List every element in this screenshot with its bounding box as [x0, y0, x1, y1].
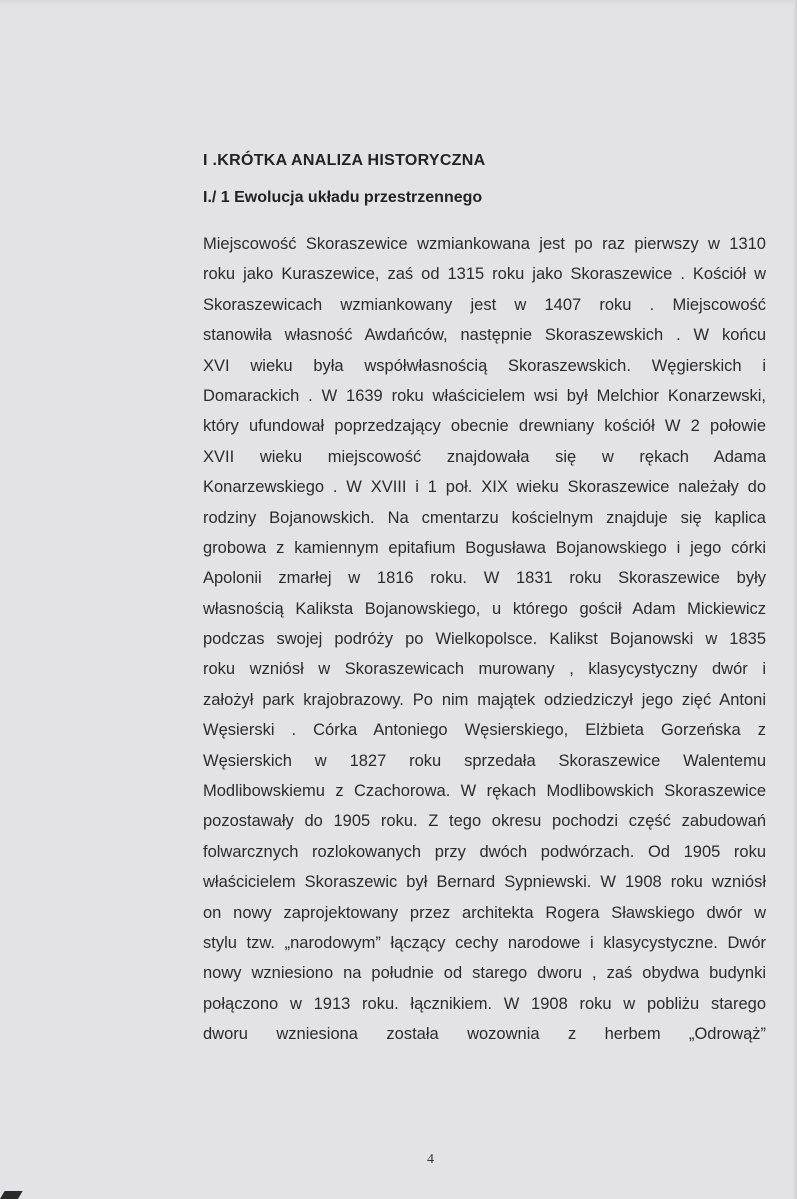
text-line: roku wzniósł w Skoraszewicach murowany , klasycystyczny dwór i: [203, 660, 766, 679]
body-paragraph: [203, 229, 766, 1050]
text-line: połączono w 1913 roku. łącznikiem. W 1908 roku w pobliżu starego: [203, 994, 766, 1013]
text-line: grobowa z kamiennym epitafium Bogusława Bojanowskiego i jego córki: [203, 538, 766, 557]
text-line: Konarzewskiego . W XVIII i 1 poł. XIX wieku Skoraszewice należały do: [203, 478, 766, 497]
text-line: XVI wieku była współwłasnością Skoraszewskich. Węgierskich i: [203, 356, 766, 375]
text-line: roku jako Kuraszewice, zaś od 1315 roku jako Skoraszewice . Kościół w: [203, 265, 766, 284]
text-line: Modlibowskiemu z Czachorowa. W rękach Modlibowskich Skoraszewice: [203, 782, 766, 801]
text-line: Węsierskich w 1827 roku sprzedała Skoraszewice Walentemu: [203, 751, 766, 770]
text-line: Domarackich . W 1639 roku właścicielem wsi był Melchior Konarzewski,: [203, 386, 766, 405]
text-line: dworu wzniesiona została wozownia z herbem „Odrowąż”: [203, 1025, 766, 1044]
text-line: Apolonii zmarłej w 1816 roku. W 1831 roku Skoraszewice były: [203, 569, 766, 588]
text-line: pozostawały do 1905 roku. Z tego okresu pochodzi część zabudowań: [203, 812, 766, 831]
page-right-edge: [793, 0, 797, 1199]
text-line: który ufundował poprzedzający obecnie drewniany kościół W 2 połowie: [203, 417, 766, 436]
text-line: założył park krajobrazowy. Po nim majątek odziedziczył jego zięć Antoni: [203, 690, 766, 709]
text-line: Skoraszewicach wzmiankowany jest w 1407 roku . Miejscowość: [203, 295, 766, 314]
text-line: podczas swojej podróży po Wielkopolsce. Kalikst Bojanowski w 1835: [203, 630, 766, 649]
text-line: Węsierski . Córka Antoniego Węsierskiego, Elżbieta Gorzeńska z: [203, 721, 766, 740]
text-line: folwarcznych rozlokowanych przy dwóch podwórzach. Od 1905 roku: [203, 842, 766, 861]
section-title: I .KRÓTKA ANALIZA HISTORYCZNA: [203, 152, 486, 169]
page-top-edge: [0, 0, 797, 6]
text-line: XVII wieku miejscowość znajdowała się w rękach Adama: [203, 447, 766, 466]
page-corner-mark: [0, 1191, 23, 1199]
text-line: stylu tzw. „narodowym” łączący cechy narodowe i klasycystyczne. Dwór: [203, 933, 766, 952]
text-line: nowy wzniesiono na południe od starego dworu , zaś obydwa budynki: [203, 964, 766, 983]
text-line: właścicielem Skoraszewic był Bernard Sypniewski. W 1908 roku wzniósł: [203, 873, 766, 892]
text-line: Miejscowość Skoraszewice wzmiankowana jest po raz pierwszy w 1310: [203, 235, 766, 253]
page-number: 4: [427, 1152, 434, 1167]
text-line: własnością Kaliksta Bojanowskiego, u którego gościł Adam Mickiewicz: [203, 599, 766, 618]
text-line: rodziny Bojanowskich. Na cmentarzu kościelnym znajduje się kaplica: [203, 508, 766, 527]
subsection-title: I./ 1 Ewolucja układu przestrzennego: [203, 189, 483, 206]
text-line: stanowiła własność Awdańców, następnie Skoraszewskich . W końcu: [203, 326, 766, 345]
text-line: on nowy zaprojektowany przez architekta Rogera Sławskiego dwór w: [203, 903, 766, 922]
